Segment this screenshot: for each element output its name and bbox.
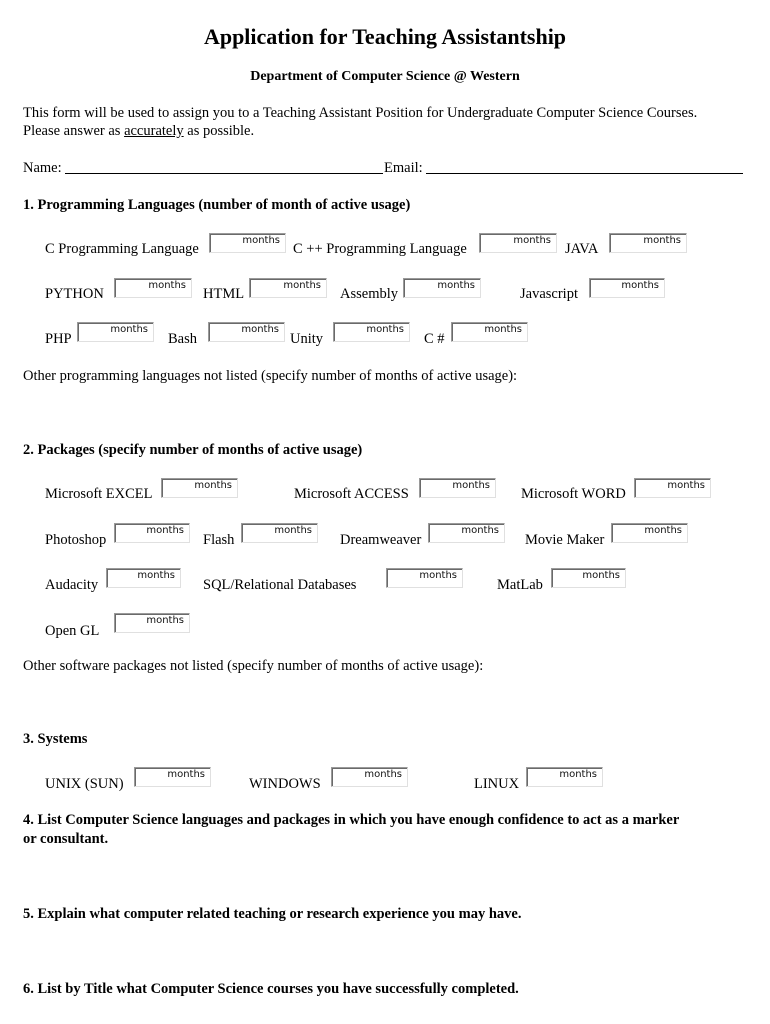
lang-field-bash[interactable]: months — [208, 322, 285, 342]
pkg-label-moviemaker: Movie Maker — [525, 532, 605, 548]
pkg-label-excel: Microsoft EXCEL — [45, 486, 153, 502]
intro-text-2a: Please answer as — [23, 123, 125, 139]
section2-other: Other software packages not listed (specify number of months of active usage): — [23, 658, 484, 674]
intro-emphasis: accurately — [124, 123, 184, 139]
lang-field-csharp[interactable]: months — [451, 322, 528, 342]
pkg-label-dreamweaver: Dreamweaver — [340, 532, 422, 548]
lang-label-javascript: Javascript — [520, 286, 578, 302]
email-label: Email: — [384, 160, 423, 176]
pkg-field-moviemaker[interactable]: months — [611, 523, 688, 543]
page-title: Application for Teaching Assistantship — [203, 24, 567, 49]
lang-label-unity: Unity — [290, 331, 324, 347]
sys-field-linux[interactable]: months — [526, 767, 603, 787]
lang-field-java[interactable]: months — [609, 233, 687, 253]
section1-other: Other programming languages not listed (specify number of months of active usage): — [23, 368, 518, 384]
page-subtitle: Department of Computer Science @ Western — [250, 69, 520, 84]
sys-label-windows: WINDOWS — [249, 776, 321, 792]
lang-field-python[interactable]: months — [114, 278, 192, 298]
pkg-label-sql: SQL/Relational Databases — [203, 577, 357, 593]
section4-heading-2: or consultant. — [23, 831, 109, 847]
lang-label-assembly: Assembly — [340, 286, 398, 302]
lang-field-html[interactable]: months — [249, 278, 327, 298]
pkg-field-flash[interactable]: months — [241, 523, 318, 543]
name-field[interactable] — [65, 173, 383, 174]
sys-label-unix: UNIX (SUN) — [45, 776, 124, 792]
section1-heading: 1. Programming Languages (number of month of active usage) — [23, 197, 411, 213]
pkg-label-matlab: MatLab — [497, 577, 543, 593]
section4-heading: 4. List Computer Science languages and packages in which you have enough confidence to act as a marker — [23, 812, 680, 828]
pkg-field-opengl[interactable]: months — [114, 613, 190, 633]
pkg-field-access[interactable]: months — [419, 478, 496, 498]
lang-label-bash: Bash — [168, 331, 197, 347]
lang-label-csharp: C # — [424, 331, 445, 347]
lang-label-c: C Programming Language — [45, 241, 199, 257]
lang-label-html: HTML — [203, 286, 245, 302]
lang-field-php[interactable]: months — [77, 322, 154, 342]
lang-field-assembly[interactable]: months — [403, 278, 481, 298]
lang-field-cpp[interactable]: months — [479, 233, 557, 253]
lang-label-cpp: C ++ Programming Language — [293, 241, 467, 257]
pkg-field-sql[interactable]: months — [386, 568, 463, 588]
sys-label-linux: LINUX — [474, 776, 520, 792]
pkg-label-audacity: Audacity — [45, 577, 99, 593]
pkg-label-flash: Flash — [203, 532, 235, 548]
pkg-field-word[interactable]: months — [634, 478, 711, 498]
section3-heading: 3. Systems — [23, 731, 88, 747]
pkg-label-access: Microsoft ACCESS — [294, 486, 409, 502]
pkg-field-photoshop[interactable]: months — [114, 523, 190, 543]
name-label: Name: — [23, 160, 62, 176]
section5-heading: 5. Explain what computer related teaching or research experience you may have. — [23, 906, 522, 922]
lang-label-php: PHP — [45, 331, 72, 347]
lang-label-java: JAVA — [565, 241, 599, 257]
pkg-label-word: Microsoft WORD — [521, 486, 626, 502]
lang-field-javascript[interactable]: months — [589, 278, 665, 298]
email-field[interactable] — [426, 173, 743, 174]
section6-heading: 6. List by Title what Computer Science courses you have successfully completed. — [23, 981, 519, 997]
pkg-field-matlab[interactable]: months — [551, 568, 626, 588]
lang-field-c[interactable]: months — [209, 233, 286, 253]
lang-label-python: PYTHON — [45, 286, 104, 302]
intro-text-2 — [23, 123, 254, 140]
section2-heading: 2. Packages (specify number of months of active usage) — [23, 442, 363, 458]
pkg-field-dreamweaver[interactable]: months — [428, 523, 505, 543]
pkg-label-photoshop: Photoshop — [45, 532, 107, 548]
lang-field-unity[interactable]: months — [333, 322, 410, 342]
intro-text-2c: as possible. — [183, 123, 255, 139]
pkg-field-audacity[interactable]: months — [106, 568, 181, 588]
sys-field-windows[interactable]: months — [331, 767, 408, 787]
pkg-field-excel[interactable]: months — [161, 478, 238, 498]
sys-field-unix[interactable]: months — [134, 767, 211, 787]
intro-text: This form will be used to assign you to a Teaching Assistant Position for Undergraduate Computer Science Courses. — [23, 105, 698, 121]
pkg-label-opengl: Open GL — [45, 623, 100, 639]
